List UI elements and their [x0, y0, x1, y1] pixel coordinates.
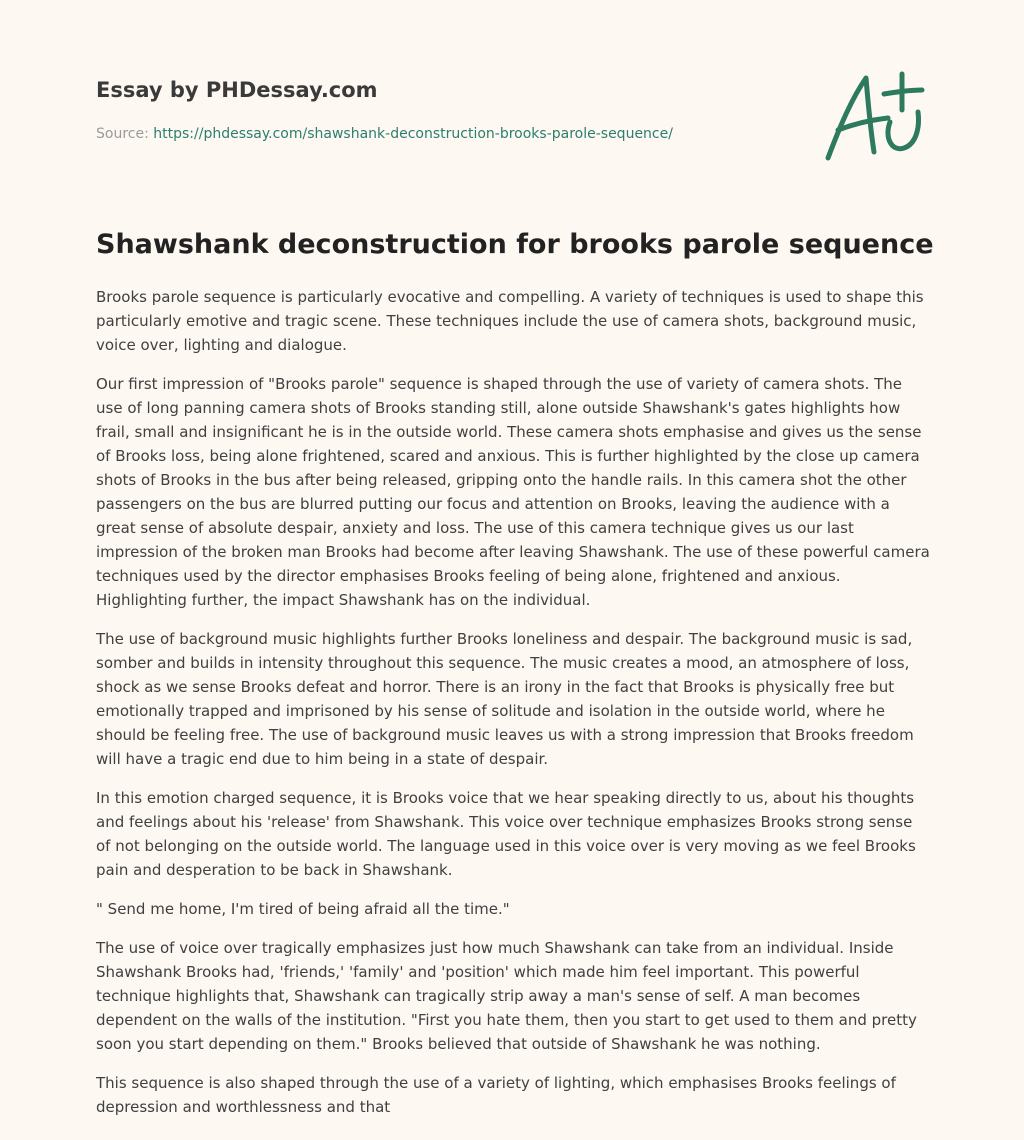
paragraph: Brooks parole sequence is particularly evocative and compelling. A variety of techniques is used to shape this particularly emotive and tragic scene. These techniques include the use of camera shots, background music, voice over, lighting and dialogue.	[96, 288, 924, 354]
site-header	[96, 76, 796, 144]
quote-paragraph: " Send me home, I'm tired of being afraid all the time."	[96, 900, 510, 918]
source-line	[96, 124, 796, 144]
source-label: Source:	[96, 126, 154, 142]
source-link[interactable]: https://phdessay.com/shawshank-deconstruction-brooks-parole-sequence/	[153, 126, 673, 142]
paragraph: The use of voice over tragically emphasizes just how much Shawshank can take from an individual. Inside Shawshank Brooks had, 'friends,' 'family' and 'position' which made him feel important. This powerful technique highlights that, Shawshank can tragically strip away a man's sense of self. A man becomes dependent on the walls of the institution. "First you hate them, then you start to get used to them and pretty soon you start depending on them." Brooks believed that outside of Shawshank he was nothing.	[96, 939, 917, 1053]
paragraph: Our first impression of "Brooks parole" sequence is shaped through the use of variety of camera shots. The use of long panning camera shots of Brooks standing still, alone outside Shawshank's gates highlights how frail, small and insignificant he is in the outside world. These camera shots emphasise and gives us the sense of Brooks loss, being alone frightened, scared and anxious. This is further highlighted by the close up camera shots of Brooks in the bus after being released, gripping onto the handle rails. In this camera shot the other passengers on the bus are blurred putting our focus and attention on Brooks, leaving the audience with a great sense of absolute despair, anxiety and loss. The use of this camera technique gives us our last impression of the broken man Brooks had become after leaving Shawshank. The use of these powerful camera techniques used by the director emphasises Brooks feeling of being alone, frightened and anxious. Highlighting further, the impact Shawshank has on the individual.	[96, 375, 930, 609]
paragraph: This sequence is also shaped through the use of a variety of lighting, which emphasises Brooks feelings of depression and worthlessness and that	[96, 1074, 896, 1116]
a-plus-grade-icon	[818, 66, 930, 166]
essay-title: Shawshank deconstruction for brooks parole sequence	[96, 229, 934, 260]
a-plus-logo-icon	[818, 66, 930, 166]
site-brand: Essay by PHDessay.com	[96, 78, 378, 102]
paragraph: In this emotion charged sequence, it is Brooks voice that we hear speaking directly to us, about his thoughts and feelings about his 'release' from Shawshank. This voice over technique emphasizes Brooks strong sense of not belonging on the outside world. The language used in this voice over is very moving as we feel Brooks pain and desperation to be back in Shawshank.	[96, 789, 916, 879]
essay-body	[96, 285, 930, 1134]
paragraph: The use of background music highlights further Brooks loneliness and despair. The background music is sad, somber and builds in intensity throughout this sequence. The music creates a mood, an atmosphere of loss, shock as we sense Brooks defeat and horror. There is an irony in the fact that Brooks is physically free but emotionally trapped and imprisoned by his sense of solitude and isolation in the outside world, where he should be feeling free. The use of background music leaves us with a strong impression that Brooks freedom will have a tragic end due to him being in a state of despair.	[96, 630, 914, 768]
